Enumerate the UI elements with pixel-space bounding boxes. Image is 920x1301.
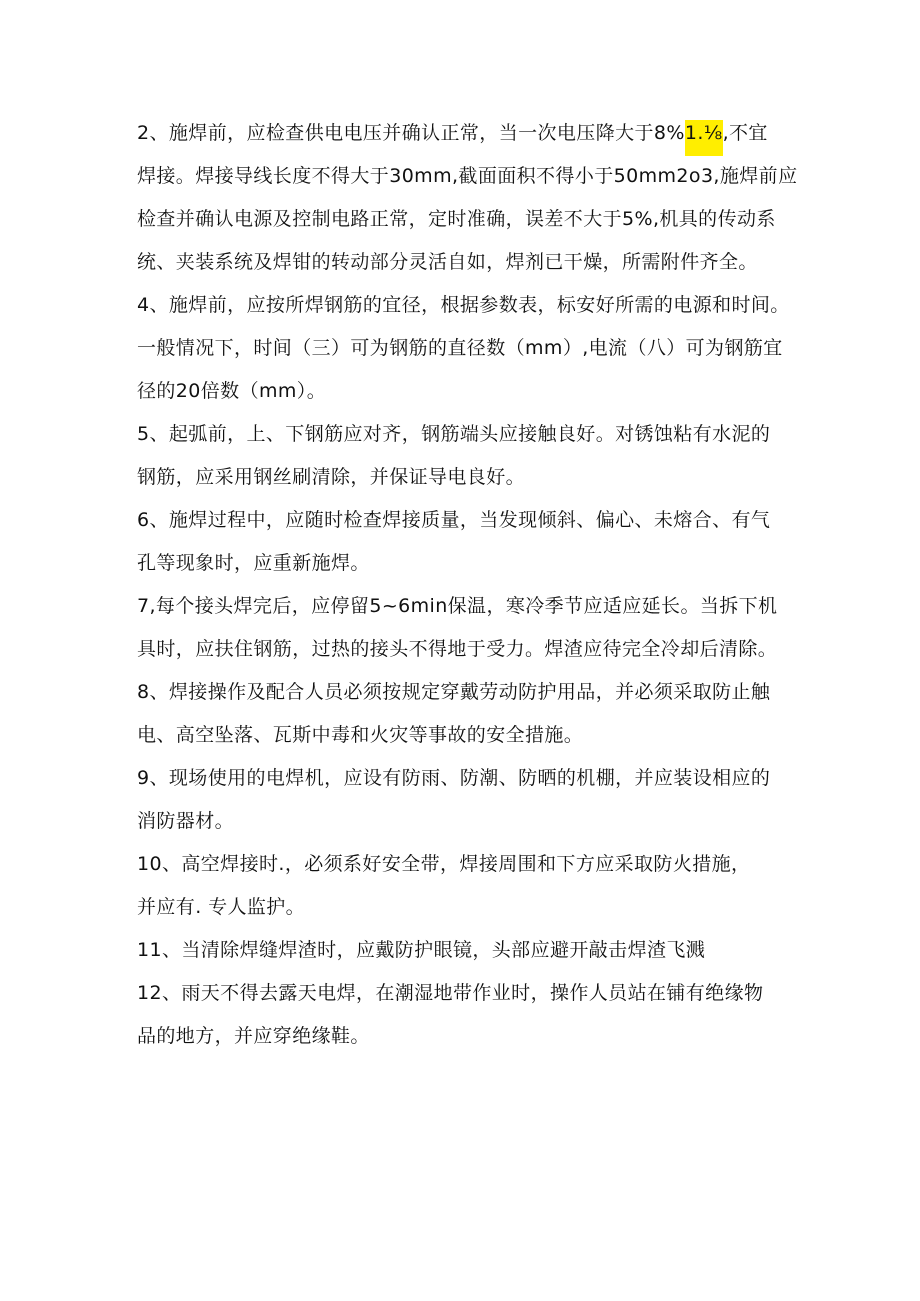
text-line xyxy=(137,112,797,155)
paragraph xyxy=(137,972,797,1058)
text-line xyxy=(137,671,797,714)
text-segment: 具时，应扶住钢筋，过热的接头不得地于受力。焊渣应待完全冷却后清除。 xyxy=(137,638,778,660)
paragraph xyxy=(137,284,797,413)
paragraph xyxy=(137,112,797,284)
text-line xyxy=(137,972,797,1015)
text-line xyxy=(137,499,797,542)
text-line xyxy=(137,843,797,886)
text-line xyxy=(137,198,797,241)
paragraph xyxy=(137,499,797,585)
text-segment: 2、施焊前，应检查供电电压并确认正常，当一次电压降大于8% xyxy=(137,122,685,144)
text-segment: 5、起弧前，上、下钢筋应对齐，钢筋端头应接触良好。对锈蚀粘有水泥的 xyxy=(137,423,771,445)
text-line xyxy=(137,327,797,370)
text-line xyxy=(137,456,797,499)
text-line xyxy=(137,800,797,843)
paragraph xyxy=(137,413,797,499)
text-segment: 钢筋，应采用钢丝刷清除，并保证导电良好。 xyxy=(137,466,526,488)
paragraph xyxy=(137,671,797,757)
text-line xyxy=(137,413,797,456)
text-line xyxy=(137,155,797,198)
text-line xyxy=(137,714,797,757)
text-line xyxy=(137,886,797,929)
paragraph xyxy=(137,843,797,929)
text-segment: ,不宜 xyxy=(722,122,768,144)
text-segment: 孔等现象时，应重新施焊。 xyxy=(137,552,370,574)
text-segment: 并应有. 专人监护。 xyxy=(137,896,306,918)
text-line xyxy=(137,370,797,413)
text-segment: 统、夹装系统及焊钳的转动部分灵活自如，焊剂已干燥，所需附件齐全。 xyxy=(137,251,758,273)
text-line xyxy=(137,929,797,972)
text-segment: 检查并确认电源及控制电路正常，定时准确，误差不大于5%,机具的传动系 xyxy=(137,208,776,230)
text-segment: 7,每个接头焊完后，应停留5~6min保温，寒冷季节应适应延长。当拆下机 xyxy=(137,595,778,617)
text-line xyxy=(137,284,797,327)
paragraph xyxy=(137,929,797,972)
text-segment: 4、施焊前，应按所焊钢筋的宜径，根据参数表，标安好所需的电源和时间。 xyxy=(137,294,790,316)
text-segment: 10、高空焊接时.，必须系好安全带，焊接周围和下方应采取防火措施， xyxy=(137,853,751,875)
document-body xyxy=(137,112,797,1058)
text-line xyxy=(137,757,797,800)
text-segment: 8、焊接操作及配合人员必须按规定穿戴劳动防护用品，并必须采取防止触 xyxy=(137,681,771,703)
text-segment: 一般情况下，时间（三）可为钢筋的直径数（mm）,电流（八）可为钢筋宜 xyxy=(137,337,783,359)
paragraph xyxy=(137,757,797,843)
text-segment: 11、当清除焊缝焊渣时，应戴防护眼镜，头部应避开敲击焊渣飞溅 xyxy=(137,939,706,961)
highlighted-text: 1.⅛ xyxy=(685,120,723,156)
text-segment: 径的20倍数（mm）。 xyxy=(137,380,327,402)
text-segment: 品的地方，并应穿绝缘鞋。 xyxy=(137,1025,370,1047)
text-line xyxy=(137,585,797,628)
text-segment: 电、高空坠落、瓦斯中毒和火灾等事故的安全措施。 xyxy=(137,724,584,746)
text-segment: 6、施焊过程中，应随时检查焊接质量，当发现倾斜、偏心、未熔合、有气 xyxy=(137,509,771,531)
text-segment: 焊接。焊接导线长度不得大于30mm,截面面积不得小于50mm2o3,施焊前应 xyxy=(137,165,798,187)
text-line xyxy=(137,628,797,671)
text-segment: 12、雨天不得去露天电焊，在潮湿地带作业时，操作人员站在铺有绝缘物 xyxy=(137,982,764,1004)
text-line xyxy=(137,241,797,284)
text-segment: 9、现场使用的电焊机，应设有防雨、防潮、防晒的机棚，并应装设相应的 xyxy=(137,767,771,789)
text-segment: 消防器材。 xyxy=(137,810,235,832)
paragraph xyxy=(137,585,797,671)
text-line xyxy=(137,542,797,585)
text-line xyxy=(137,1015,797,1058)
